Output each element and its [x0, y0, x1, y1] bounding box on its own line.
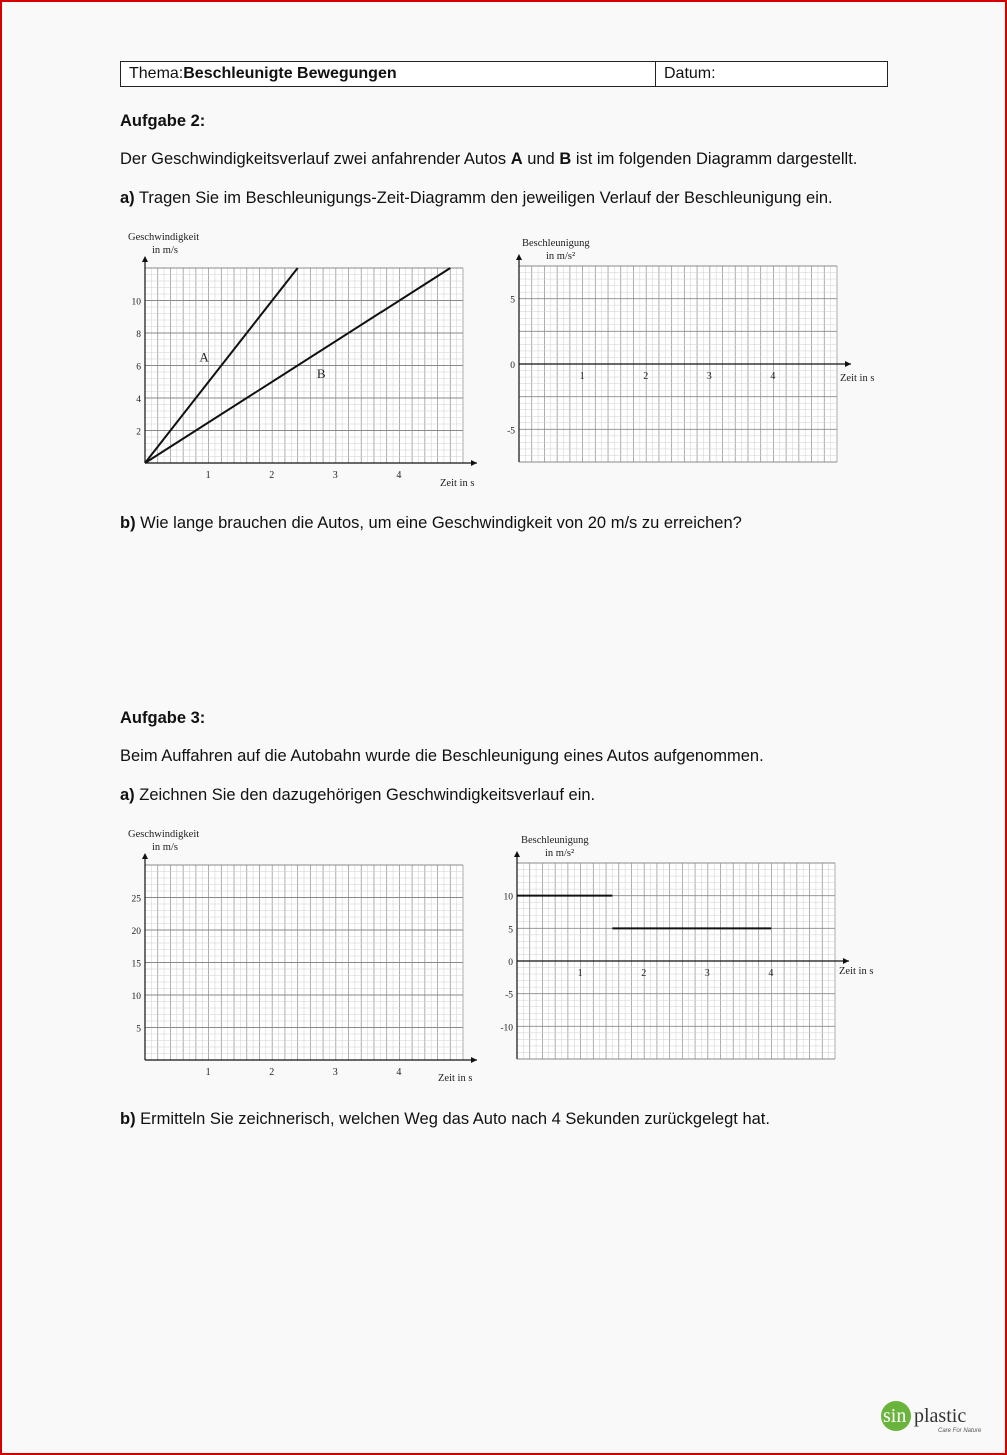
sinplastic-logo: [880, 1398, 992, 1438]
task-text: Ermitteln Sie zeichnerisch, welchen Weg das Auto nach 4 Sekunden zurückgelegt hat.: [135, 1110, 770, 1128]
series-label: A: [199, 349, 209, 365]
aufgabe3-title: Aufgabe 3:: [120, 709, 206, 727]
task-text: Zeichnen Sie den dazugehörigen Geschwindigkeitsverlauf ein.: [134, 786, 596, 804]
acceleration-chart-a3: [495, 830, 895, 1070]
car-b-label: B: [559, 150, 572, 168]
x-axis-arrow: [843, 958, 849, 964]
y-tick-label: 10: [131, 992, 141, 1002]
series-label: B: [316, 365, 326, 381]
intro-text: Der Geschwindigkeitsverlauf zwei anfahrender Autos: [120, 150, 511, 168]
thema-value: Beschleunigte Bewegungen: [183, 65, 397, 82]
x-axis-label: Zeit in s: [840, 373, 875, 384]
velocity-chart-a3: [120, 825, 495, 1090]
y-tick-label: 0: [508, 958, 513, 968]
task-label: a): [120, 189, 135, 207]
y-tick-label: 20: [131, 927, 141, 937]
header-table: [120, 61, 888, 87]
y-axis-unit: in m/s: [152, 245, 178, 256]
y-tick-label: -5: [505, 990, 513, 1001]
y-axis-arrow: [516, 254, 522, 260]
y-tick-label: 15: [131, 959, 141, 970]
x-tick-label: 2: [643, 371, 649, 382]
logo-tagline: Care For Nature: [938, 1428, 982, 1434]
x-tick-label: 1: [577, 968, 583, 979]
x-axis-arrow: [471, 460, 477, 466]
intro-text: ist im folgenden Diagramm dargestellt.: [571, 150, 858, 168]
y-axis-label: Beschleunigung: [521, 835, 589, 846]
datum-cell: [656, 62, 887, 86]
thema-label: Thema:: [129, 65, 184, 82]
y-tick-label: 25: [131, 894, 141, 905]
x-tick-label: 1: [579, 371, 585, 382]
x-tick-label: 4: [396, 470, 402, 481]
y-axis-arrow: [142, 853, 148, 859]
x-tick-label: 2: [269, 1067, 275, 1078]
velocity-chart-a2: [120, 228, 495, 493]
y-tick-label: 2: [136, 427, 141, 438]
y-axis-label: Beschleunigung: [522, 238, 590, 249]
thema-cell: [121, 62, 656, 86]
y-axis-unit: in m/s²: [546, 251, 576, 262]
x-tick-label: 4: [770, 371, 776, 382]
x-axis-label: Zeit in s: [839, 966, 874, 977]
y-axis-arrow: [142, 256, 148, 262]
aufgabe2-a: [120, 189, 833, 208]
task-text: Wie lange brauchen die Autos, um eine Geschwindigkeit von 20 m/s zu erreichen?: [135, 514, 742, 532]
datum-label: Datum:: [664, 65, 716, 82]
x-axis-label: Zeit in s: [440, 478, 475, 489]
x-tick-label: 1: [205, 1067, 211, 1078]
x-tick-label: 3: [704, 968, 710, 979]
y-axis-label: Geschwindigkeit: [128, 232, 200, 243]
aufgabe3-intro: Beim Auffahren auf die Autobahn wurde die Beschleunigung eines Autos aufgenommen.: [120, 747, 764, 765]
y-tick-label: 5: [508, 925, 513, 936]
task-text: Tragen Sie im Beschleunigungs-Zeit-Diagramm den jeweiligen Verlauf der Beschleunigung ein.: [134, 189, 833, 207]
aufgabe2-b: [120, 514, 742, 533]
x-tick-label: 1: [205, 470, 211, 481]
y-axis-unit: in m/s²: [545, 848, 575, 859]
x-axis-arrow: [845, 361, 851, 367]
y-axis-label: Geschwindigkeit: [128, 829, 200, 840]
logo-text-a: sin: [883, 1405, 907, 1427]
y-tick-label: 8: [136, 330, 141, 340]
task-label: b): [120, 1110, 136, 1128]
car-a-label: A: [510, 150, 523, 168]
y-tick-label: 6: [136, 362, 141, 373]
y-tick-label: 5: [136, 1024, 141, 1035]
y-tick-label: 10: [131, 297, 141, 308]
x-tick-label: 3: [332, 470, 338, 481]
x-tick-label: 4: [396, 1067, 402, 1078]
x-tick-label: 4: [768, 968, 774, 979]
acceleration-chart-a2: [495, 233, 895, 473]
x-tick-label: 2: [269, 470, 275, 481]
x-tick-label: 3: [706, 371, 712, 382]
y-tick-label: 0: [510, 361, 515, 371]
x-tick-label: 3: [332, 1067, 338, 1078]
task-label: b): [120, 514, 136, 532]
logo-text-b: plastic: [914, 1405, 967, 1427]
aufgabe3-b: [120, 1110, 770, 1129]
x-axis-label: Zeit in s: [438, 1073, 473, 1084]
y-axis-unit: in m/s: [152, 842, 178, 853]
intro-text: und: [522, 150, 560, 168]
y-tick-label: -5: [507, 426, 515, 437]
aufgabe2-title: Aufgabe 2:: [120, 112, 206, 130]
y-tick-label: 4: [136, 395, 141, 405]
aufgabe3-a: [120, 786, 595, 805]
aufgabe2-intro: [120, 150, 857, 169]
x-tick-label: 2: [641, 968, 647, 979]
y-tick-label: 5: [510, 295, 515, 306]
y-tick-label: -10: [500, 1023, 513, 1034]
y-axis-arrow: [514, 851, 520, 857]
task-label: a): [120, 786, 135, 804]
x-axis-arrow: [471, 1057, 477, 1063]
y-tick-label: 10: [503, 892, 513, 903]
